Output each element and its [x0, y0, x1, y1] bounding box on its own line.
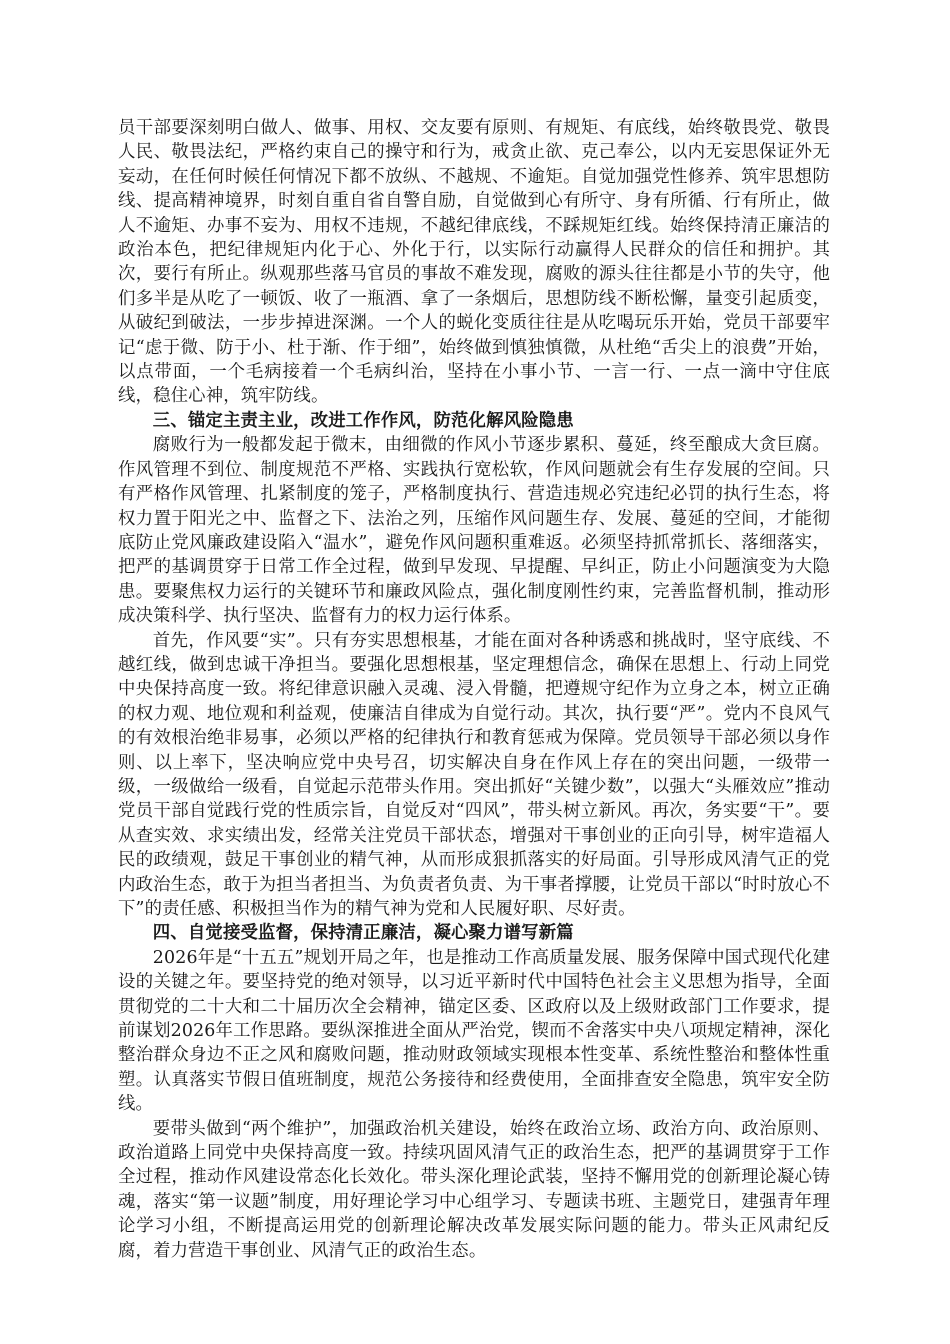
section-3-paragraph-1: 腐败行为一般都发起于微末，由细微的作风小节逐步累积、蔓延，终至酿成大贪巨腐。作风管理不到位、制度规范不严格、实践执行宽松软，作风问题就会有生存发展的空间。只有严格作风管理、扎紧制度的笼子，严格制度执行、营造违规必究违纪必罚的执行生态，将权力置于阳光之中、监督之下、法治之列，压缩作风问题生存、发展、蔓延的空间，才能彻底防止党风廉政建设陷入“温水”，避免作风问题积重难返。必须坚持抓常抓长、落细落实，把严的基调贯穿于日常工作全过程，做到早发现、早提醒、早纠正，防止小问题演变为大隐患。要聚焦权力运行的关键环节和廉政风险点，强化制度刚性约束，完善监督机制，推动形成决策科学、执行坚决、监督有力的权力运行体系。: [118, 435, 830, 627]
section-3-heading: 三、锚定主责主业，改进工作作风，防范化解风险隐患: [152, 410, 574, 431]
document-page: [118, 116, 830, 1263]
section-4-paragraph-2: 要带头做到“两个维护”，加强政治机关建设，始终在政治立场、政治方向、政治原则、政治道路上同党中央保持高度一致。持续巩固风清气正的政治生态，把严的基调贯穿于工作全过程，推动作风建设常态化长效化。带头深化理论武装，坚持不懈用党的创新理论凝心铸魂，落实“第一议题”制度，用好理论学习中心组学习、专题读书班、主题党日，建强青年理论学习小组，不断提高运用党的创新理论解决改革发展实际问题的能力。带头正风肃纪反腐，着力营造干事创业、风清气正的政治生态。: [118, 1118, 830, 1261]
section-4-heading: 四、自觉接受监督，保持清正廉洁，凝心聚力谱写新篇: [152, 923, 574, 944]
section-3-paragraph-2: 首先，作风要“实”。只有夯实思想根基，才能在面对各种诱惑和挑战时，坚守底线、不越红线，做到忠诚干净担当。要强化思想根基，坚定理想信念，确保在思想上、行动上同党中央保持高度一致。将纪律意识融入灵魂、浸入骨髓，把遵规守纪作为立身之本，树立正确的权力观、地位观和利益观，使廉洁自律成为自觉行动。其次，执行要“严”。党内不良风气的有效根治绝非易事，必须以严格的纪律执行和教育惩戒为保障。党员领导干部必须以身作则、以上率下，坚决响应党中央号召，切实解决自身在作风上存在的突出问题，一级带一级，一级做给一级看，自觉起示范带头作用。突出抓好“关键少数”，以强大“头雁效应”推动党员干部自觉践行党的性质宗旨，自觉反对“四风”，带头树立新风。再次，务实要“干”。要从查实效、求实绩出发，经常关注党员干部状态，增强对干事创业的正向引导，树牢造福人民的政绩观，鼓足干事创业的精气神，从而形成狠抓落实的好局面。引导形成风清气正的党内政治生态，敢于为担当者担当、为负责者负责、为干事者撑腰，让党员干部以“时时放心不下”的责任感、积极担当作为的精气神为党和人民履好职、尽好责。: [118, 630, 830, 919]
section-4-paragraph-1: 2026年是“十五五”规划开局之年，也是推动工作高质量发展、服务保障中国式现代化建设的关键之年。要坚持党的绝对领导，以习近平新时代中国特色社会主义思想为指导，全面贯彻党的二十大和二十届历次全会精神，锚定区委、区政府以及上级财政部门工作要求，提前谋划2026年工作思路。要纵深推进全面从严治党，锲而不舍落实中央八项规定精神，深化整治群众身边不正之风和腐败问题，推动财政领域实现根本性变革、系统性整治和整体性重塑。认真落实节假日值班制度，规范公务接待和经费使用，全面排查安全隐患，筑牢安全防线。: [118, 947, 830, 1115]
opening-paragraph: 员干部要深刻明白做人、做事、用权、交友要有原则、有规矩、有底线，始终敬畏党、敬畏人民、敬畏法纪，严格约束自己的操守和行为，戒贪止欲、克己奉公，以内无妄思保证外无妄动，在任何时候任何情况下都不放纵、不越规、不逾矩。自觉加强党性修养、筑牢思想防线、提高精神境界，时刻自重自省自警自励，自觉做到心有所守、身有所循、行有所止，做人不逾矩、办事不妄为、用权不违规，不越纪律底线，不踩规矩红线。始终保持清正廉洁的政治本色，把纪律规矩内化于心、外化于行，以实际行动赢得人民群众的信任和拥护。其次，要行有所止。纵观那些落马官员的事故不难发现，腐败的源头往往都是小节的失守，他们多半是从吃了一顿饭、收了一瓶酒、拿了一条烟后，思想防线不断松懈，量变引起质变，从破纪到破法，一步步掉进深渊。一个人的蜕化变质往往是从吃喝玩乐开始，党员干部要牢记“虑于微、防于小、杜于渐、作于细”，始终做到慎独慎微，从杜绝“舌尖上的浪费”开始，以点带面，一个毛病接着一个毛病纠治，坚持在小事小节、一言一行、一点一滴中守住底线，稳住心神，筑牢防线。: [118, 118, 830, 407]
